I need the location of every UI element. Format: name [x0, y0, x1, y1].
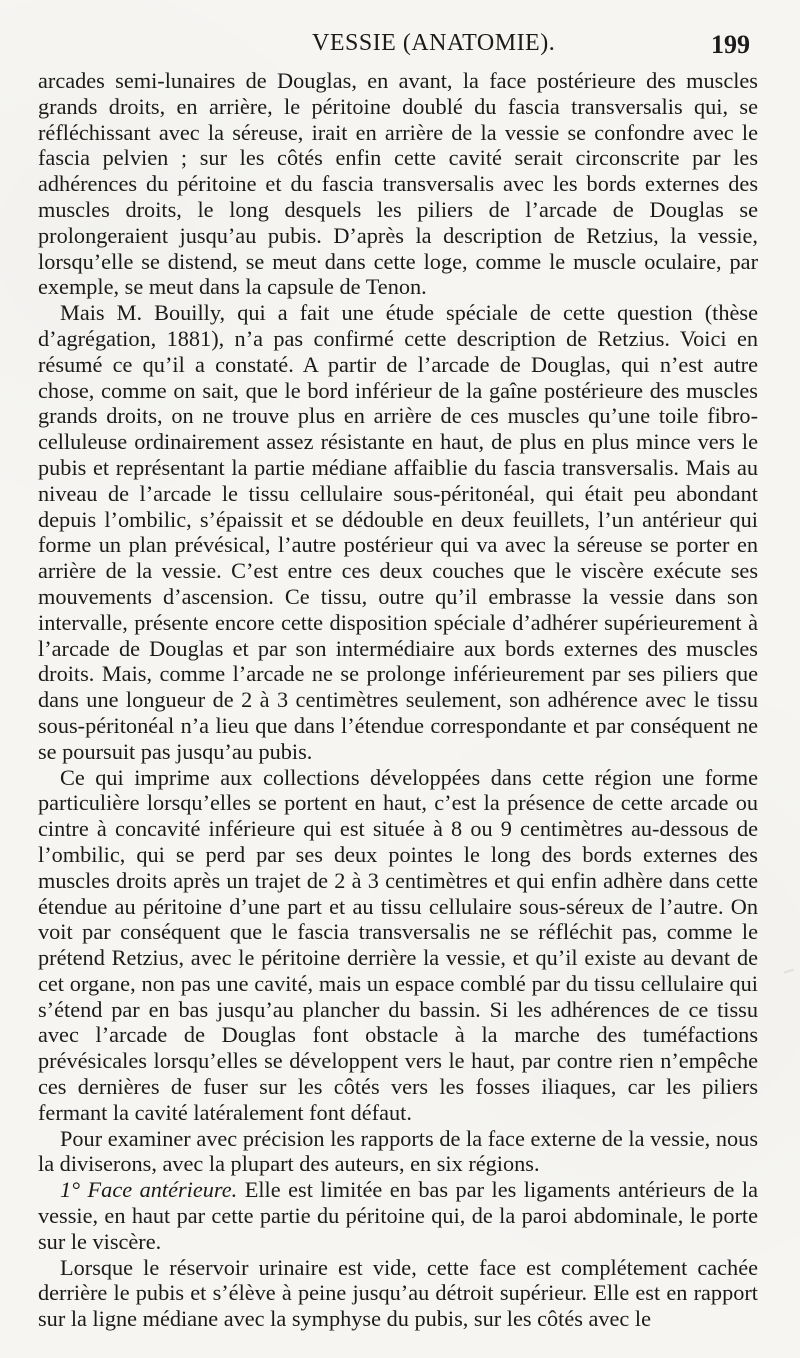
page-number: 199 — [711, 30, 750, 59]
paragraph-6: Lorsque le réservoir urinaire est vide, cette face est complétement cachée derrière le pubis et s’élève à peine jusqu’au détroit supérieur. Elle est en rapport sur la ligne médiane avec la symphyse du pubis, sur les côtés avec le — [38, 1254, 758, 1332]
page-body — [38, 68, 758, 1332]
paragraph-3: Ce qui imprime aux collections développées dans cette région une forme particulière lorsqu’elles se portent en haut, c’est la présence de cette arcade ou cintre à concavité inférieure qui est située à 8 ou 9 centimètres au-dessous de l’ombilic, qui se perd par ses deux pointes le long des bords externes des muscles droits après un trajet de 2 à 3 centimètres et qui enfin adhère dans cette étendue au péritoine d’une part et au tissu cellulaire sous-séreux de l’autre. On voit par conséquent que le fascia transversalis ne se réfléchit pas, comme le prétend Retzius, avec le péritoine derrière la vessie, et qu’il existe au devant de cet organe, non pas une cavité, mais un espace comblé par du tissu cellulaire qui s’étend par en bas jusqu’au plancher du bassin. Si les adhérences de ce tissu avec l’arcade de Douglas font obstacle à la marche des tuméfactions prévésicales lorsqu’elles se développent vers le haut, par contre rien n’empêche ces dernières de fuser sur les côtés vers les fosses iliaques, car les piliers fermant la cavité latéralement font défaut. — [38, 764, 758, 1125]
section-label: 1° Face antérieure. — [60, 1177, 238, 1203]
page-header — [38, 24, 758, 60]
paragraph-4: Pour examiner avec précision les rapports de la face externe de la vessie, nous la diviserons, avec la plupart des auteurs, en six régions. — [38, 1125, 758, 1177]
margin-mark — [784, 969, 794, 974]
paragraph-2: Mais M. Bouilly, qui a fait une étude spéciale de cette question (thèse d’agrégation, 1881), n’a pas confirmé cette description de Retzius. Voici en résumé ce qu’il a constaté. A partir de l’arcade de Douglas, qui n’est autre chose, comme on sait, que le bord inférieur de la gaîne postérieure des muscles grands droits, on ne trouve plus en arrière de ces muscles qu’une toile fibro-celluleuse ordinairement assez résistante en haut, de plus en plus mince vers le pubis et représentant la partie médiane affaiblie du fascia transversalis. Mais au niveau de l’arcade le tissu cellulaire sous-péritonéal, qui était peu abondant depuis l’ombilic, s’épaissit et se dédouble en deux feuillets, l’un antérieur qui forme un plan prévésical, l’autre postérieur qui va avec la séreuse se porter en arrière de la vessie. C’est entre ces deux couches que le viscère exécute ses mouvements d’ascension. Ce tissu, outre qu’il embrasse la vessie dans son intervalle, présente encore cette disposition spéciale d’adhérer supérieurement à l’arcade de Douglas et par son intermédiaire aux bords externes des muscles droits. Mais, comme l’arcade ne se prolonge inférieurement par ses piliers que dans une longueur de 2 à 3 centimètres seulement, son adhérence avec le tissu sous-péritonéal n’a lieu que dans l’étendue correspondante et par conséquent ne se poursuit pas jusqu’au pubis. — [38, 300, 758, 764]
running-head: VESSIE (ANATOMIE). — [312, 30, 556, 56]
paragraph-1: arcades semi-lunaires de Douglas, en avant, la face postérieure des muscles grands droits, en arrière, le péritoine doublé du fascia transversalis qui, se réfléchissant avec la séreuse, irait en arrière de la vessie se confondre avec le fascia pelvien ; sur les côtés enfin cette cavité serait circonscrite par les adhérences du péritoine et du fascia transversalis avec les bords externes des muscles droits, le long desquels les piliers de l’arcade de Douglas se prolongeraient jusqu’au pubis. D’après la description de Retzius, la vessie, lorsqu’elle se distend, se meut dans cette loge, comme le muscle oculaire, par exemple, se meut dans la capsule de Tenon. — [38, 68, 758, 300]
paragraph-5 — [38, 1177, 758, 1254]
paragraph-5-text: Elle est limitée en bas par les ligaments antérieurs de la vessie, en haut par cette partie du péritoine qui, de la paroi abdominale, le porte sur le viscère. — [38, 1177, 758, 1254]
